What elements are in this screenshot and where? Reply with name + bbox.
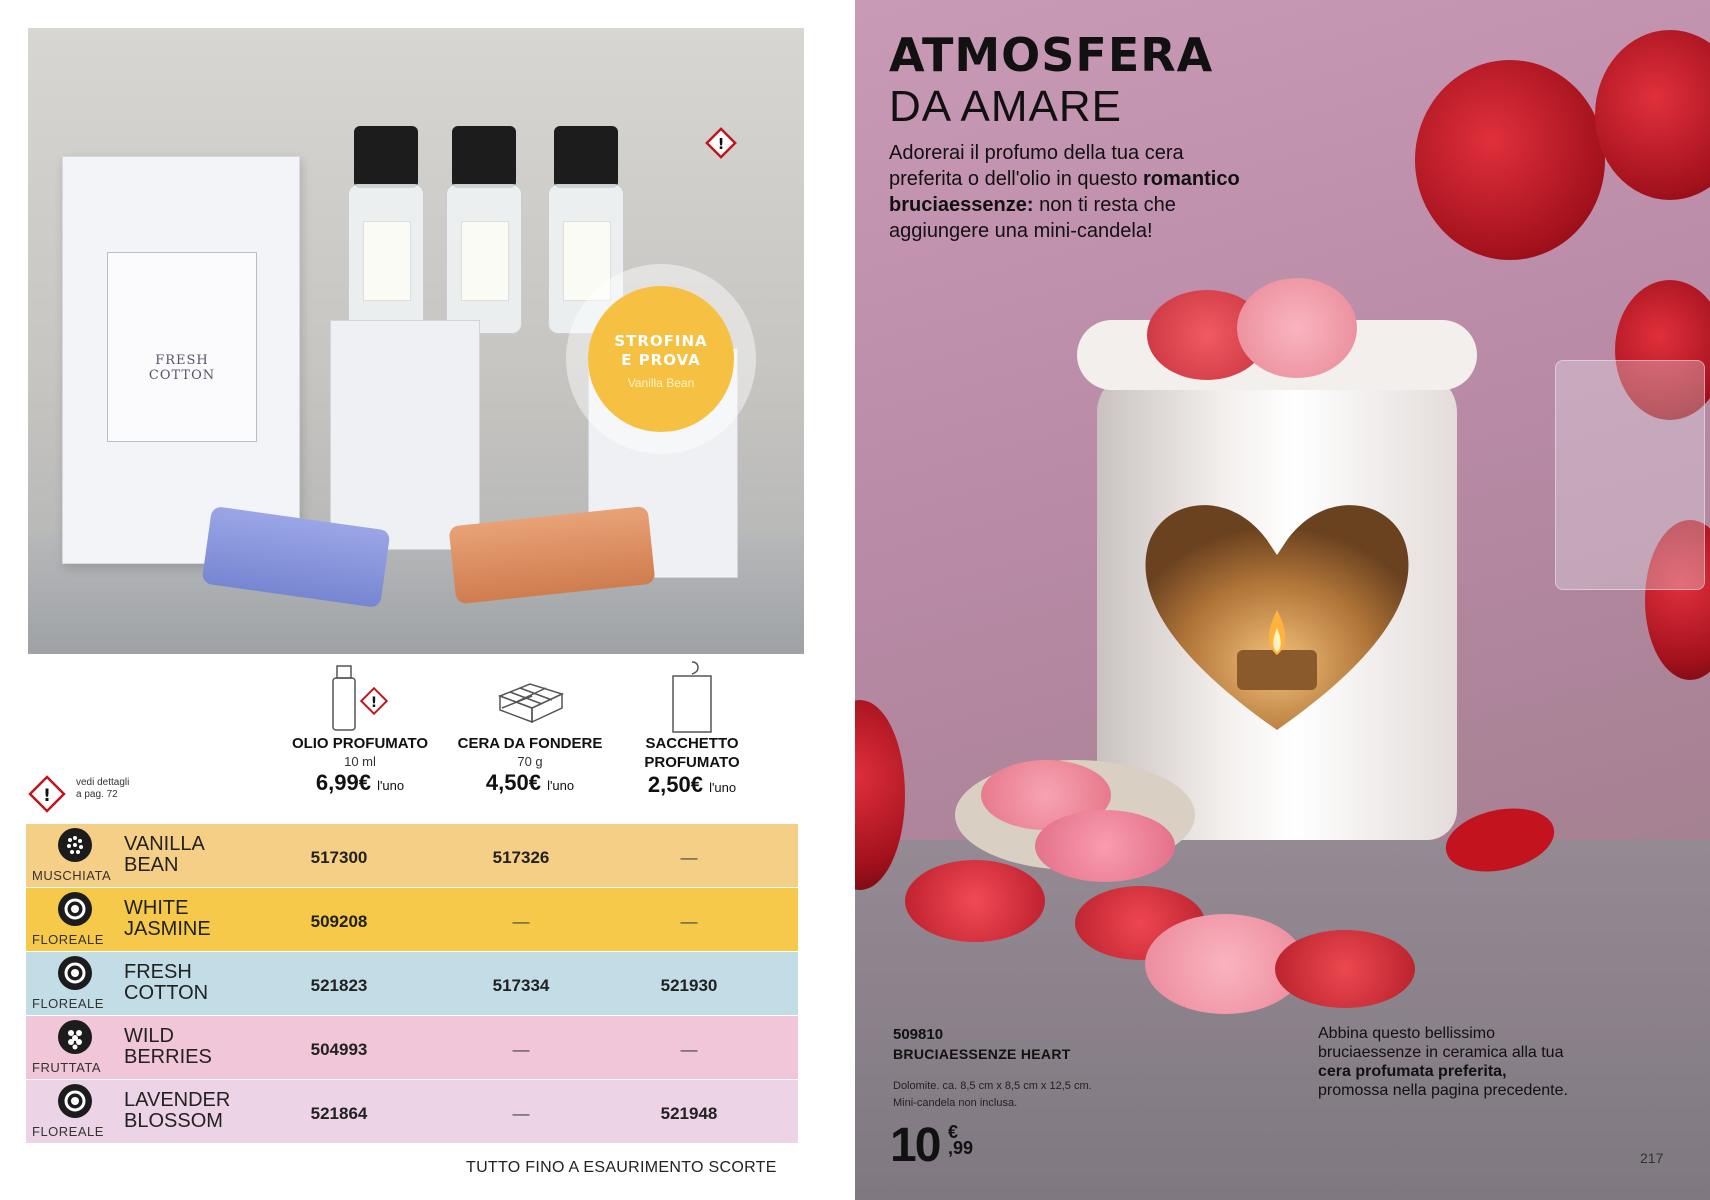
badge-subtitle: Vanilla Bean — [627, 376, 695, 390]
product-size: 10 ml — [344, 754, 376, 769]
product-name: CERA DA FONDERE — [457, 735, 603, 752]
wax-rose — [1275, 930, 1415, 1008]
flower-icon — [58, 956, 92, 990]
oil-bottle-icon — [325, 664, 395, 734]
scent-name-line2: JASMINE — [124, 918, 211, 940]
svg-text:!: ! — [370, 695, 378, 711]
scent-name — [124, 834, 205, 876]
scent-name — [124, 898, 211, 940]
scent-category: FLOREALE — [32, 932, 104, 947]
product-size: 70 g — [517, 754, 543, 769]
olio-code: 517300 — [310, 848, 368, 867]
table-row — [26, 1080, 798, 1143]
stock-footer-note: TUTTO FINO A ESAURIMENTO SCORTE — [466, 1159, 777, 1176]
warning-note-text — [76, 777, 129, 801]
intro-part1: Adorerai il profumo della tua cera preferita o dell'olio in questo — [889, 142, 1184, 190]
scent-category: FLOREALE — [32, 996, 104, 1011]
price-currency: € — [948, 1122, 959, 1142]
olio-code: 504993 — [310, 1040, 368, 1059]
sachet-label-line2: COTTON — [148, 368, 216, 383]
warning-note-line2: a pag. 72 — [76, 789, 118, 800]
scent-name-line2: BERRIES — [124, 1046, 212, 1068]
spec-note: Mini-candela non inclusa. — [893, 1097, 1018, 1109]
scent-name-line1: WILD — [124, 1025, 174, 1047]
scent-name — [124, 1026, 212, 1068]
product-sacchetto — [606, 660, 778, 798]
intro-part2: non ti resta che aggiungere una mini-candela! — [889, 194, 1176, 242]
cera-code: 517326 — [492, 848, 550, 867]
page-number: 217 — [1640, 1150, 1664, 1166]
glass-vase — [1555, 360, 1705, 590]
oil-bottle-white-jasmine — [348, 126, 424, 336]
wax-melt-icon — [490, 664, 570, 734]
page-title: ATMOSFERA — [889, 28, 1214, 82]
olio-code: 521864 — [310, 1104, 368, 1123]
sachet-label-line1: FRESH — [155, 353, 209, 368]
product-name-line2: PROFUMATO — [644, 754, 740, 771]
table-row — [26, 952, 798, 1015]
pairing-part1: Abbina questo bellissimo bruciaessenze in ceramica alla tua — [1318, 1025, 1564, 1061]
sachet-label — [107, 252, 257, 442]
cera-code: — — [512, 912, 530, 931]
price-unit: l'uno — [547, 778, 575, 793]
product-price — [648, 772, 736, 797]
price-value: 2,50€ — [647, 772, 703, 797]
product-price — [890, 1118, 974, 1173]
oil-bottle-fresh-cotton — [446, 126, 522, 336]
intro-text — [889, 140, 1249, 244]
scent-name-line2: BEAN — [124, 854, 179, 876]
product-price — [316, 770, 404, 795]
badge-line1: STROFINA — [614, 332, 708, 350]
table-row — [26, 1016, 798, 1079]
page-subtitle: DA AMARE — [889, 82, 1122, 131]
product-name: BRUCIAESSENZE HEART — [893, 1046, 1071, 1062]
pairing-note — [1318, 1024, 1568, 1100]
price-fraction — [948, 1124, 973, 1156]
price-value: 6,99€ — [315, 770, 371, 795]
cera-code: — — [512, 1040, 530, 1059]
badge-line2: E PROVA — [621, 351, 701, 369]
scent-name — [124, 1090, 230, 1132]
sacchetto-code: — — [680, 912, 698, 931]
heart-cutout — [1137, 480, 1417, 740]
red-rose — [1415, 60, 1605, 260]
scent-table — [26, 824, 798, 1144]
scented-sachet — [62, 156, 300, 564]
product-code: 509810 — [893, 1026, 944, 1043]
scent-name-line1: LAVENDER — [124, 1089, 231, 1111]
wax-rose — [1237, 278, 1357, 378]
strofina-badge — [588, 286, 734, 432]
product-cera — [440, 664, 620, 796]
price-integer: 10 — [890, 1119, 940, 1172]
sacchetto-code: — — [680, 848, 698, 867]
table-row — [26, 888, 798, 951]
spec-dimensions: Dolomite. ca. 8,5 cm x 8,5 cm x 12,5 cm. — [893, 1080, 1092, 1092]
wax-packet-fresh-cotton — [330, 320, 480, 550]
red-rose — [1595, 30, 1710, 200]
price-decimals: ,99 — [948, 1138, 974, 1158]
flower-icon — [58, 892, 92, 926]
olio-code: 509208 — [310, 912, 368, 931]
cera-code: — — [512, 1104, 530, 1123]
product-olio — [270, 664, 450, 796]
product-price — [486, 770, 574, 795]
warning-note — [26, 773, 166, 813]
sacchetto-code: — — [680, 1040, 698, 1059]
wax-rose — [905, 860, 1045, 942]
pairing-bold: cera profumata preferita, — [1318, 1063, 1507, 1080]
scent-name-line1: FRESH — [124, 961, 192, 983]
scent-category: FRUTTATA — [32, 1060, 101, 1075]
cera-code: 517334 — [492, 976, 550, 995]
warning-note-line1: vedi dettagli — [76, 777, 130, 788]
scent-name-line1: WHITE — [124, 897, 189, 919]
price-value: 4,50€ — [485, 770, 541, 795]
warning-diamond-icon — [26, 773, 68, 815]
scent-category: MUSCHIATA — [32, 868, 112, 883]
warning-diamond-icon — [704, 126, 738, 160]
scent-category: FLOREALE — [32, 1124, 104, 1139]
price-unit: l'uno — [377, 778, 405, 793]
berry-icon — [58, 1020, 92, 1054]
scent-name — [124, 962, 208, 1004]
wax-rose — [1035, 810, 1175, 882]
sachet-icon — [667, 660, 717, 734]
table-row — [26, 824, 798, 887]
svg-text:!: ! — [43, 786, 51, 806]
intro-bold: romantico bruciaessenze: — [889, 168, 1240, 216]
product-spec — [893, 1078, 1193, 1112]
flower-icon — [58, 1084, 92, 1118]
svg-text:!: ! — [717, 135, 725, 153]
price-unit: l'uno — [709, 780, 737, 795]
pairing-part2: promossa nella pagina precedente. — [1318, 1082, 1568, 1099]
musk-icon — [58, 828, 92, 862]
scent-name-line2: COTTON — [124, 982, 209, 1004]
scent-name-line1: VANILLA — [124, 833, 205, 855]
product-name-line1: SACCHETTO — [645, 735, 739, 752]
olio-code: 521823 — [310, 976, 368, 995]
scent-name-line2: BLOSSOM — [124, 1110, 223, 1132]
product-name: OLIO PROFUMATO — [291, 735, 429, 752]
product-photo — [28, 28, 804, 654]
sacchetto-code: 521930 — [660, 976, 718, 995]
sacchetto-code: 521948 — [660, 1104, 718, 1123]
heart-burner — [1077, 320, 1477, 840]
